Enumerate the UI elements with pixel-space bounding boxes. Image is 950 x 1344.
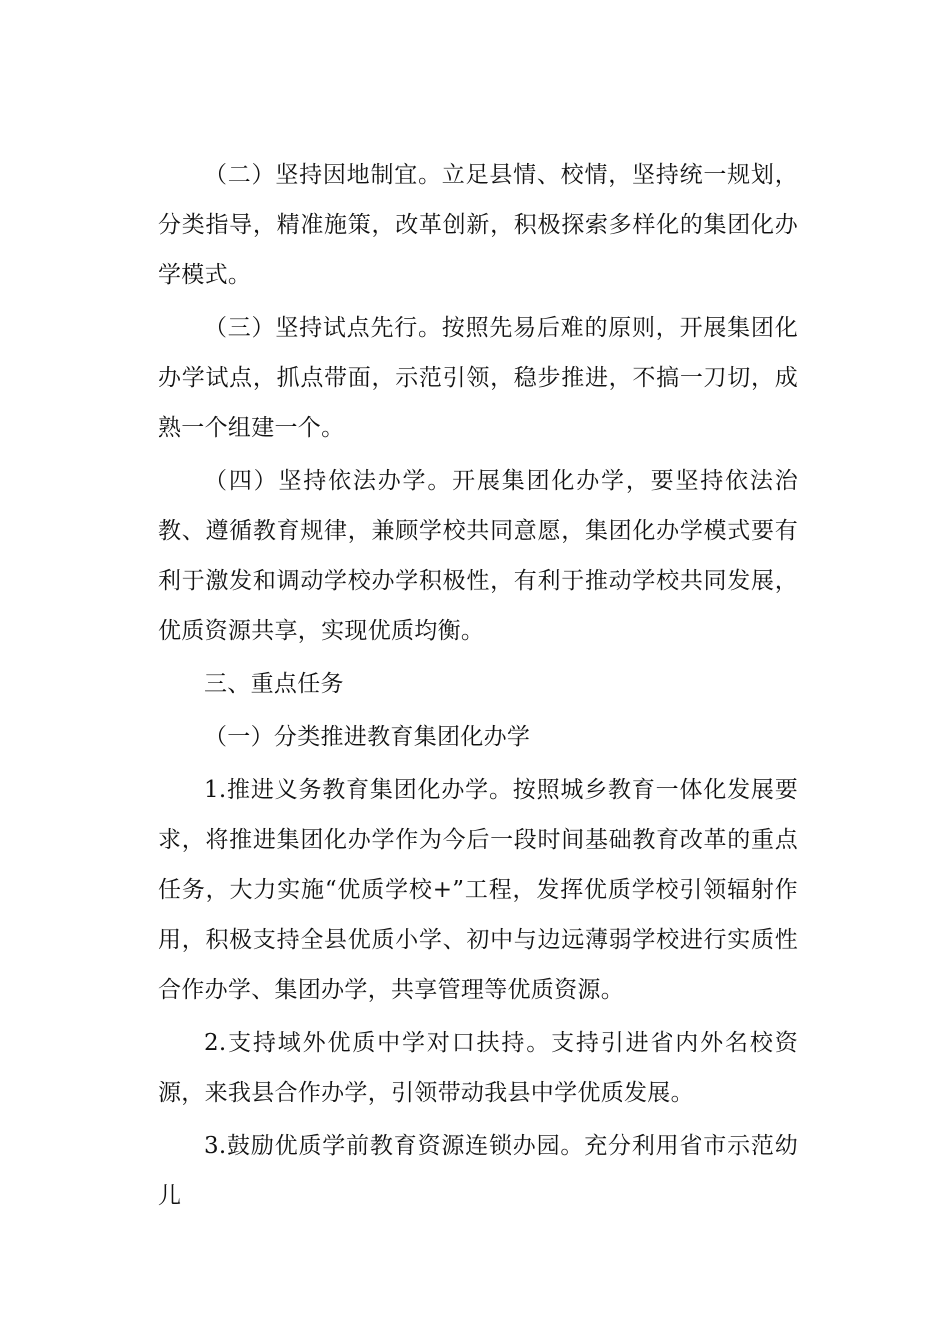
paragraph-principle-2: （二）坚持因地制宜。立足县情、校情，坚持统一规划，分类指导，精准施策，改革创新，积极探索多样化的集团化办学模式。: [158, 162, 798, 288]
paragraph-task-2: 2.支持域外优质中学对口扶持。支持引进省内外名校资源，来我县合作办学，引领带动我县中学优质发展。: [158, 1030, 798, 1106]
paragraph-task-3: 3.鼓励优质学前教育资源连锁办园。充分利用省市示范幼儿: [158, 1133, 798, 1209]
paragraph-principle-3: （三）坚持试点先行。按照先易后难的原则，开展集团化办学试点，抓点带面，示范引领，稳步推进，不搞一刀切，成熟一个组建一个。: [158, 315, 798, 441]
paragraph-task-1: 1.推进义务教育集团化办学。按照城乡教育一体化发展要求，将推进集团化办学作为今后一段时间基础教育改革的重点任务，大力实施“优质学校+”工程，发挥优质学校引领辐射作用，积极支持全县优质小学、初中与边远薄弱学校进行实质性合作办学、集团办学，共享管理等优质资源。: [158, 777, 798, 1003]
document-body: [158, 150, 798, 1224]
subsection-heading-1: （一）分类推进教育集团化办学: [204, 724, 531, 750]
paragraph-principle-4: （四）坚持依法办学。开展集团化办学，要坚持依法治教、遵循教育规律，兼顾学校共同意愿，集团化办学模式要有利于激发和调动学校办学积极性，有利于推动学校共同发展，优质资源共享，实现优质均衡。: [158, 468, 798, 644]
section-heading-key-tasks: 三、重点任务: [204, 671, 344, 697]
